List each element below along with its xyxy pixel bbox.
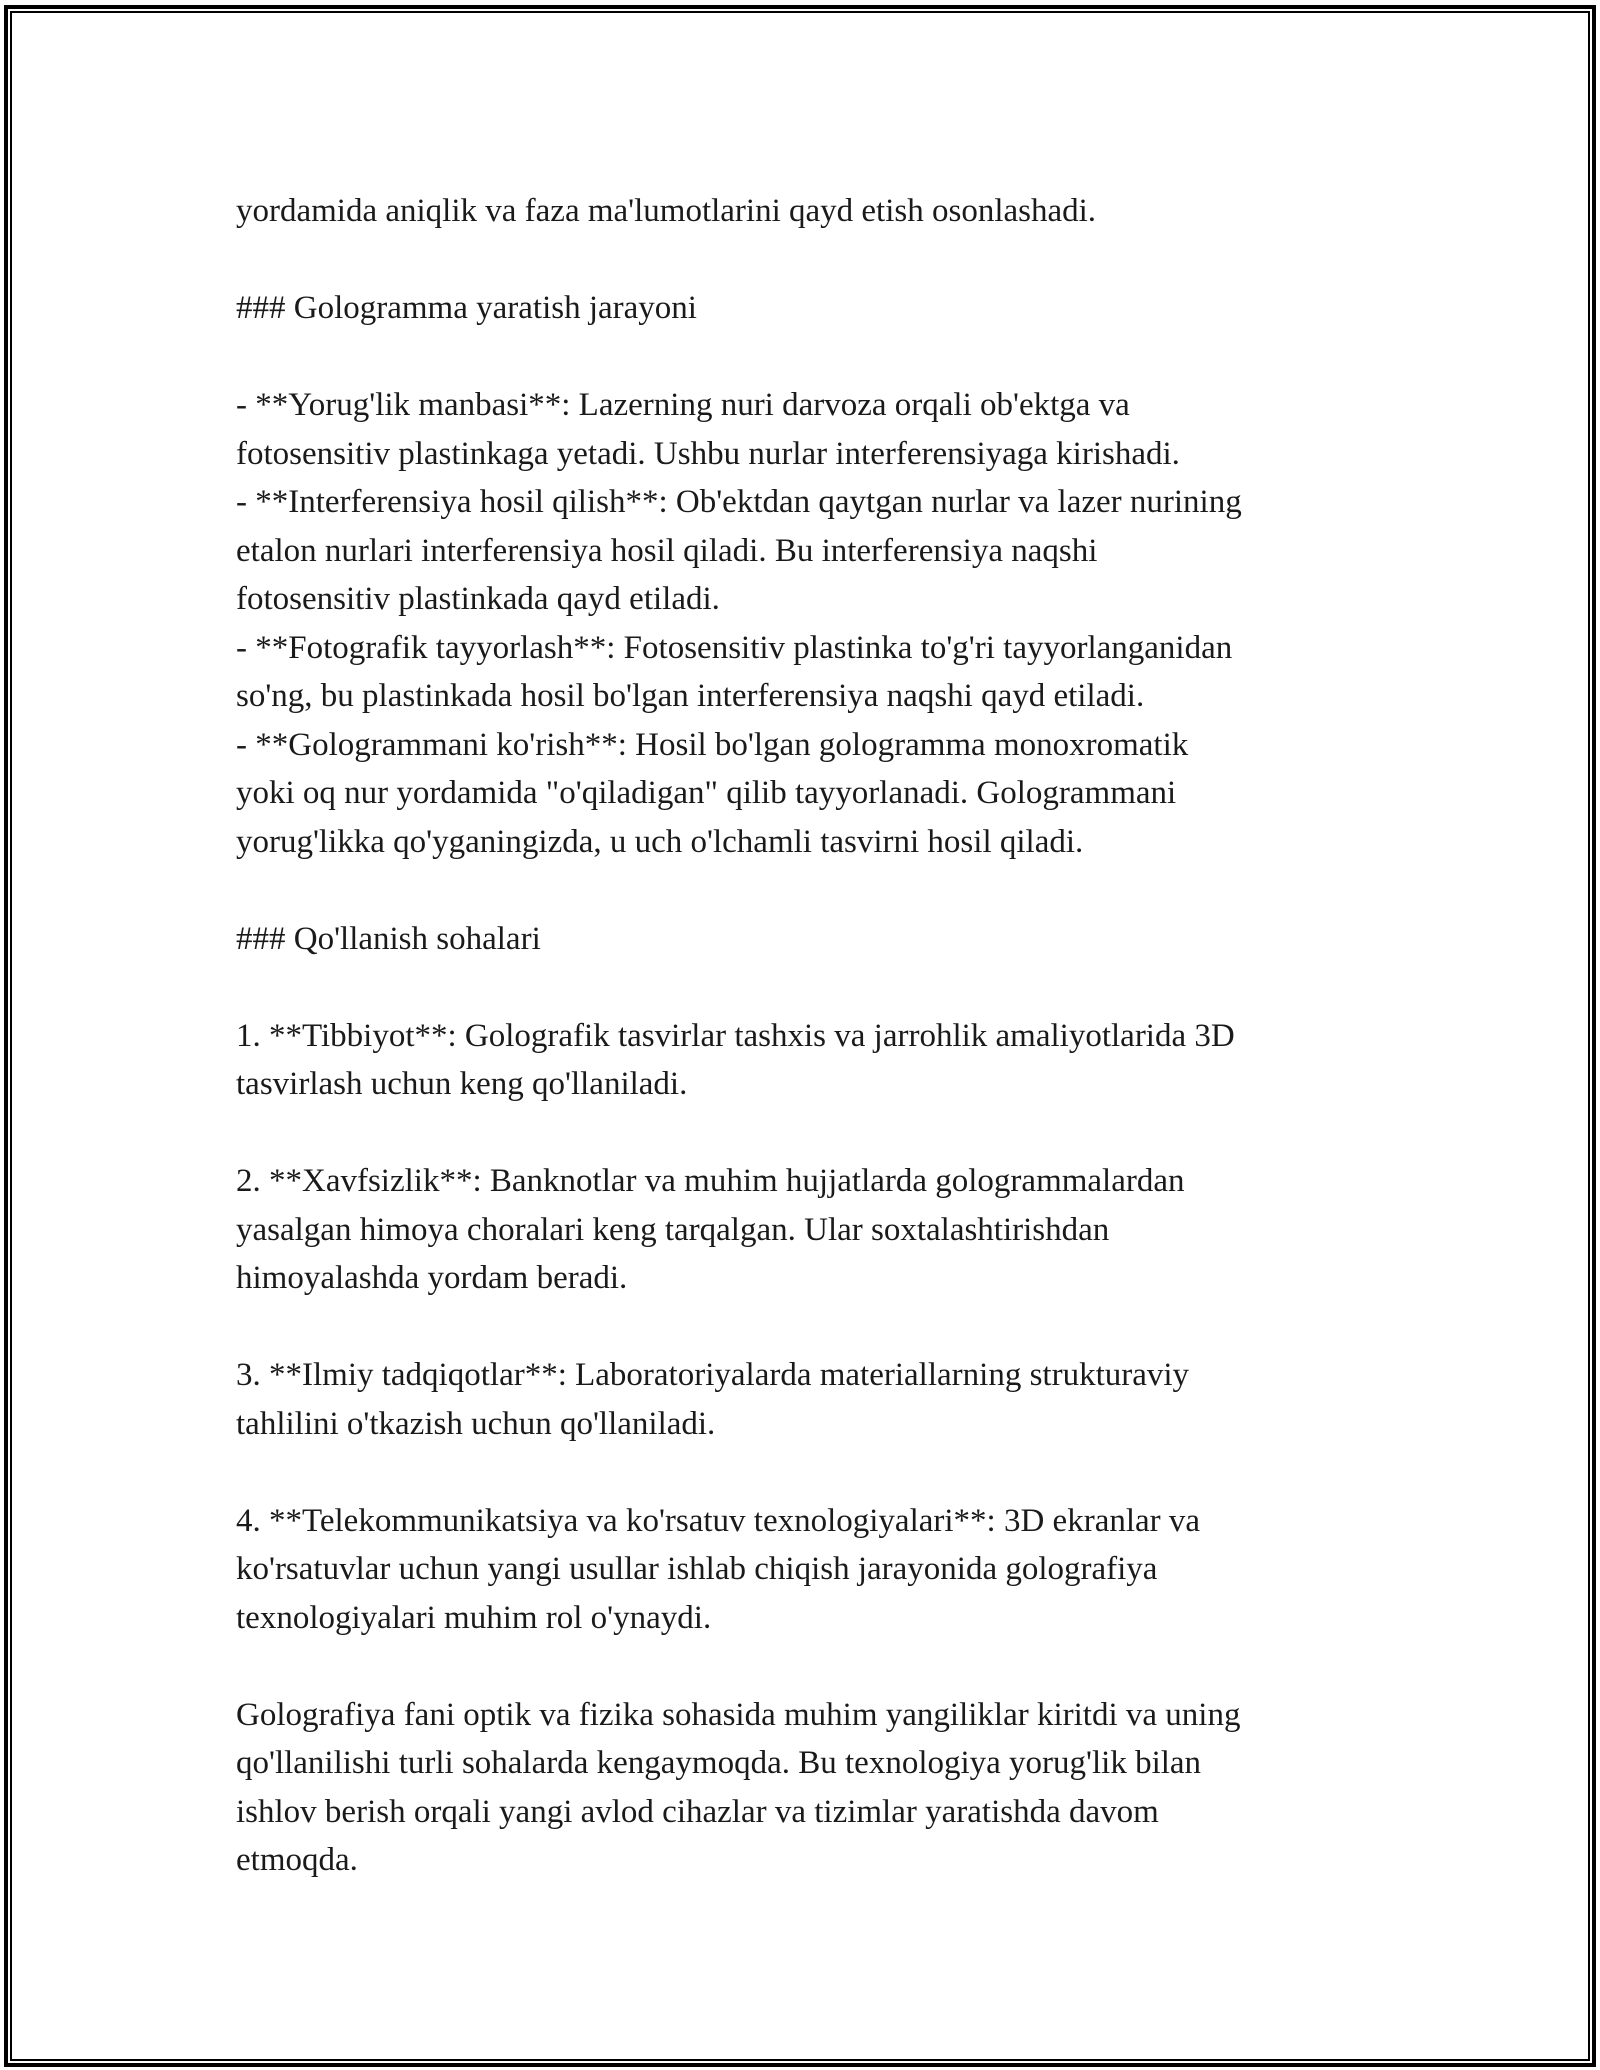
intro-line: yordamida aniqlik va faza ma'lumotlarini qayd etish osonlashadi. xyxy=(236,193,1097,229)
list-item-line: tahlilini o'tkazish uchun qo'llaniladi. xyxy=(236,1405,716,1442)
bullet-line: yorug'likka qo'yganingizda, u uch o'lchamli tasvirni hosil qiladi. xyxy=(236,823,1084,860)
blank-line xyxy=(236,1448,1386,1497)
list-item-line: 3. **Ilmiy tadqiqotlar**: Laboratoriyalarda materiallarning strukturaviy xyxy=(236,1357,1190,1393)
bullet-line: - **Interferensiya hosil qilish**: Ob'ektdan qaytgan nurlar va lazer nurining xyxy=(236,484,1242,520)
list-item-line: 4. **Telekommunikatsiya va ko'rsatuv texnologiyalari**: 3D ekranlar va xyxy=(236,1502,1201,1539)
list-item-line: 2. **Xavfsizlik**: Banknotlar va muhim hujjatlarda gologrammalardan xyxy=(236,1163,1185,1199)
list-item-telekommunikatsiya xyxy=(236,1497,1386,1643)
paragraph-line: ishlov berish orqali yangi avlod cihazlar va tizimlar yaratishda davom xyxy=(236,1793,1159,1830)
bullet-line: yoki oq nur yordamida "o'qiladigan" qilib tayyorlanadi. Gologrammani xyxy=(236,775,1177,811)
list-item-line: ko'rsatuvlar uchun yangi usullar ishlab chiqish jarayonida golografiya xyxy=(236,1551,1158,1587)
blank-line xyxy=(236,1109,1386,1158)
list-item-ilmiy-tadqiqotlar xyxy=(236,1351,1386,1448)
document-body xyxy=(236,187,1386,1885)
bullet-line: etalon nurlari interferensiya hosil qiladi. Bu interferensiya naqshi xyxy=(236,532,1098,569)
section-heading-gologramma: ### Gologramma yaratish jarayoni xyxy=(236,290,697,326)
blank-line xyxy=(236,963,1386,1012)
list-item-tibbiyot xyxy=(236,1012,1386,1109)
blank-line xyxy=(236,236,1386,285)
list-item-xavfsizlik xyxy=(236,1157,1386,1303)
bullet-line: fotosensitiv plastinkaga yetadi. Ushbu nurlar interferensiyaga kirishadi. xyxy=(236,435,1180,472)
list-item-line: tasvirlash uchun keng qo'llaniladi. xyxy=(236,1066,688,1102)
blank-line xyxy=(236,866,1386,915)
section-heading-qollanish: ### Qo'llanish sohalari xyxy=(236,920,541,957)
bullet-line: - **Yorug'lik manbasi**: Lazerning nuri darvoza orqali ob'ektga va xyxy=(236,387,1130,423)
blank-line xyxy=(236,333,1386,382)
list-item-line: texnologiyalari muhim rol o'ynaydi. xyxy=(236,1599,712,1636)
conclusion-paragraph xyxy=(236,1691,1386,1885)
blank-line xyxy=(236,1303,1386,1352)
list-item-line: himoyalashda yordam beradi. xyxy=(236,1260,628,1296)
paragraph-line: qo'llanilishi turli sohalarda kengaymoqda. Bu texnologiya yorug'lik bilan xyxy=(236,1745,1202,1781)
bullet-line: - **Fotografik tayyorlash**: Fotosensitiv plastinka to'g'ri tayyorlanganidan xyxy=(236,629,1233,666)
list-item-line: 1. **Tibbiyot**: Golografik tasvirlar tashxis va jarrohlik amaliyotlarida 3D xyxy=(236,1017,1235,1054)
blank-line xyxy=(236,1642,1386,1691)
list-item-line: yasalgan himoya choralari keng tarqalgan. Ular soxtalashtirishdan xyxy=(236,1211,1110,1248)
paragraph-line: etmoqda. xyxy=(236,1842,358,1878)
bullet-list xyxy=(236,381,1386,866)
bullet-line: - **Gologrammani ko'rish**: Hosil bo'lgan gologramma monoxromatik xyxy=(236,726,1189,763)
paragraph-line: Golografiya fani optik va fizika sohasida muhim yangiliklar kiritdi va uning xyxy=(236,1696,1241,1733)
bullet-line: so'ng, bu plastinkada hosil bo'lgan interferensiya naqshi qayd etiladi. xyxy=(236,678,1145,714)
bullet-line: fotosensitiv plastinkada qayd etiladi. xyxy=(236,581,720,617)
